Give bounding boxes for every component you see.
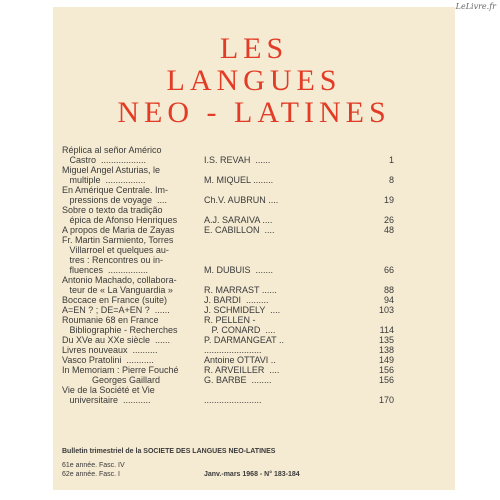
toc-entry: [62, 185, 402, 195]
toc-page: 66: [383, 265, 394, 275]
toc-title: Du XVe au XXe siècle ......: [62, 335, 171, 345]
toc-entry: [62, 245, 402, 255]
toc-title: tres : Rencontres ou in-: [62, 255, 164, 265]
toc-author: P. DARMANGEAT ..: [204, 335, 285, 345]
toc-entry: [62, 285, 402, 295]
toc-author: J. SCHMIDELY ....: [204, 305, 281, 315]
toc-title: A propos de Maria de Zayas: [62, 225, 175, 235]
toc-title: multiple ................: [62, 175, 146, 185]
toc-page: 48: [383, 225, 394, 235]
toc-title: Vie de la Société et Vie: [62, 385, 155, 395]
footer-row: [62, 461, 402, 470]
toc-title: Vasco Pratolini ...........: [62, 355, 154, 365]
toc-author: J. BARDI .........: [204, 295, 269, 305]
toc-author: R. ARVEILLER ....: [204, 365, 280, 375]
toc-page: 156: [378, 365, 394, 375]
table-of-contents: [62, 145, 402, 405]
toc-entry: [62, 335, 402, 345]
toc-entry: [62, 365, 402, 375]
year-fascicle-1: 61e année. Fasc. IV: [62, 462, 125, 469]
toc-title: Boccace en France (suite): [62, 295, 168, 305]
toc-entry: [62, 215, 402, 225]
cover-footer: [62, 447, 402, 479]
toc-entry: [62, 305, 402, 315]
toc-author: M. DUBUIS .......: [204, 265, 274, 275]
toc-author: .......................: [204, 395, 262, 405]
toc-title: Réplica al señor Américo: [62, 145, 162, 155]
toc-entry: [62, 315, 402, 325]
title-line: LANGUES: [166, 64, 342, 97]
toc-title: Villarroel et quelques au-: [62, 245, 169, 255]
toc-page: 138: [378, 345, 394, 355]
toc-author: I.S. REVAH ......: [204, 155, 271, 165]
toc-author: G. BARBE ........: [204, 375, 272, 385]
toc-author: Ch.V. AUBRUN ....: [204, 195, 279, 205]
toc-page: 156: [378, 375, 394, 385]
title-line: NEO - LATINES: [117, 96, 391, 129]
toc-page: 135: [378, 335, 394, 345]
toc-entry: [62, 165, 402, 175]
toc-entry: [62, 145, 402, 155]
toc-entry: [62, 385, 402, 395]
toc-page: 170: [378, 395, 394, 405]
toc-author: P. CONARD ....: [204, 325, 276, 335]
toc-title: Fr. Martin Sarmiento, Torres: [62, 235, 174, 245]
footer-row: [62, 470, 402, 479]
toc-title: fluences ................: [62, 265, 149, 275]
toc-author: E. CABILLON ....: [204, 225, 275, 235]
toc-page: 149: [378, 355, 394, 365]
toc-author: A.J. SARAIVA ....: [204, 215, 273, 225]
toc-title: Bibliographie - Recherches: [62, 325, 178, 335]
toc-entry: [62, 295, 402, 305]
toc-entry: [62, 275, 402, 285]
toc-page: 103: [378, 305, 394, 315]
toc-title: Castro ..................: [62, 155, 147, 165]
toc-entry: [62, 345, 402, 355]
toc-page: 8: [388, 175, 394, 185]
toc-title: Georges Gaillard: [62, 375, 161, 385]
toc-page: 114: [379, 325, 394, 335]
toc-entry: [62, 355, 402, 365]
toc-entry: [62, 205, 402, 215]
toc-page: 1: [388, 155, 394, 165]
toc-entry: [62, 325, 402, 335]
watermark: LeLivre.fr: [455, 2, 496, 11]
cover-title: [53, 33, 455, 129]
toc-page: 94: [383, 295, 394, 305]
bulletin-line: Bulletin trimestriel de la SOCIETE DES LANGUES NEO-LATINES: [62, 448, 276, 455]
toc-author: .......................: [204, 345, 262, 355]
toc-entry: [62, 195, 402, 205]
toc-entry: [62, 375, 402, 385]
toc-title: In Memoriam : Pierre Fouché: [62, 365, 179, 375]
toc-title: pressions de voyage ....: [62, 195, 168, 205]
toc-author: R. MARRAST ......: [204, 285, 277, 295]
toc-title: Roumanie 68 en France: [62, 315, 159, 325]
toc-entry: [62, 155, 402, 165]
toc-entry: [62, 395, 402, 405]
title-line: LES: [219, 32, 289, 65]
toc-entry: [62, 255, 402, 265]
toc-author: R. PELLEN -: [204, 315, 256, 325]
toc-title: universitaire ...........: [62, 395, 151, 405]
toc-title: teur de « La Vanguardia »: [62, 285, 173, 295]
toc-title: A=EN ? ; DE=A+EN ? ......: [62, 305, 170, 315]
toc-entry: [62, 175, 402, 185]
toc-entry: [62, 265, 402, 275]
toc-title: Miguel Angel Asturias, le: [62, 165, 161, 175]
toc-page: 19: [383, 195, 394, 205]
toc-title: Livres nouveaux ..........: [62, 345, 158, 355]
toc-entry: [62, 235, 402, 245]
year-fascicle-2: 62e année. Fasc. I: [62, 471, 120, 478]
toc-title: Sobre o texto da tradição: [62, 205, 163, 215]
issue-number: Janv.-mars 1968 - N° 183-184: [204, 471, 300, 478]
toc-title: En Amérique Centrale. Im-: [62, 185, 169, 195]
toc-entry: [62, 225, 402, 235]
toc-title: Antonio Machado, collabora-: [62, 275, 177, 285]
toc-page: 88: [383, 285, 394, 295]
toc-page: 26: [383, 215, 394, 225]
toc-title: épica de Afonso Henriques: [62, 215, 178, 225]
toc-author: M. MIQUEL ........: [204, 175, 274, 185]
toc-author: Antoine OTTAVI ..: [204, 355, 276, 365]
